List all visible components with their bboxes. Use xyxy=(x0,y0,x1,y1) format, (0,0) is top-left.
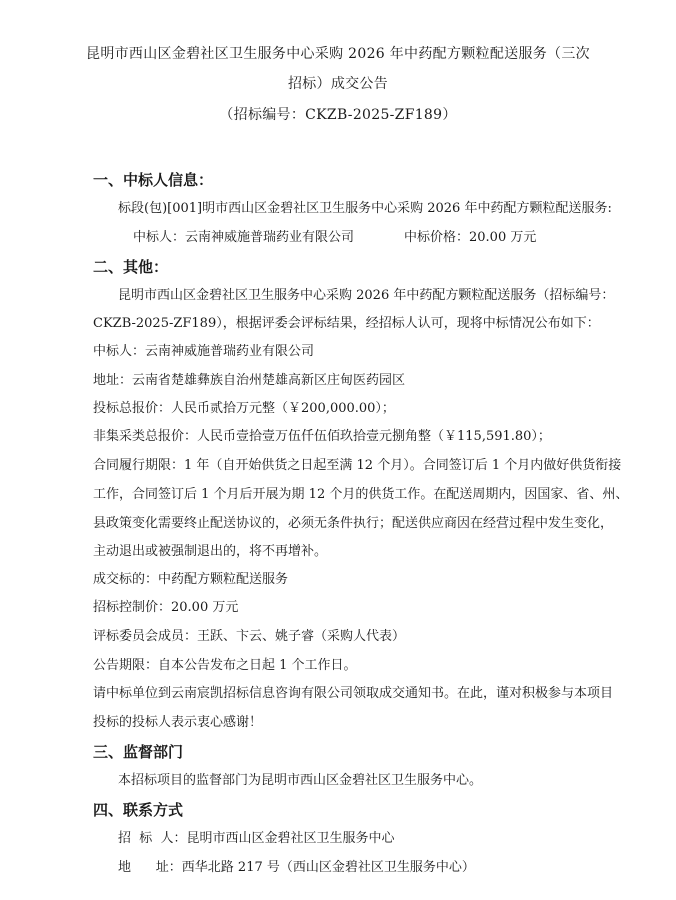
address-line: 地址：云南省楚雄彝族自治州楚雄高新区庄甸医药园区 xyxy=(93,373,406,388)
winner-line: 中标人：云南神威施普瑞药业有限公司 xyxy=(93,344,315,359)
total-bid-line: 投标总报价：人民币贰拾万元整（￥200,000.00）； xyxy=(93,401,395,416)
subject-line: 成交标的：中药配方颗粒配送服务 xyxy=(93,572,289,587)
intro-line1: 昆明市西山区金碧社区卫生服务中心采购 2026 年中药配方颗粒配送服务（招标编号： xyxy=(118,288,615,303)
section1-heading: 一、中标人信息： xyxy=(93,171,214,189)
winning-price: 中标价格：20.00 万元 xyxy=(404,230,537,245)
contact-address: 地 址：西华北路 217 号（西山区金碧社区卫生服务中心） xyxy=(118,860,475,875)
contract-period-line3: 县政策变化需要终止配送协议的，必须无条件执行；配送供应商因在经营过程中发生变化， xyxy=(93,516,614,531)
intro-line2: CKZB-2025-ZF189），根据评委会评标结果，经招标人认可，现将中标情况公布如下： xyxy=(93,316,600,331)
winner-info: 中标人：云南神威施普瑞药业有限公司 xyxy=(133,230,355,245)
section4-heading: 四、联系方式 xyxy=(93,801,184,819)
tender-code: （招标编号：CKZB-2025-ZF189） xyxy=(219,107,457,123)
contract-period-line4: 主动退出或被强制退出的，将不再增补。 xyxy=(93,544,328,559)
closing-line2: 投标的投标人表示衷心感谢！ xyxy=(93,715,263,730)
contract-period-line2: 工作，合同签订后 1 个月后开展为期 12 个月的供货工作。在配送周期内，因国家、省、州、 xyxy=(93,487,629,502)
control-price-line: 招标控制价：20.00 万元 xyxy=(93,600,239,615)
section2-heading: 二、其他： xyxy=(93,258,169,276)
notice-period-line: 公告期限：自本公告发布之日起 1 个工作日。 xyxy=(93,658,357,673)
supervision-text: 本招标项目的监督部门为昆明市西山区金碧社区卫生服务中心。 xyxy=(118,773,483,788)
non-centralized-bid-line: 非集采类总报价：人民币壹拾壹万伍仟伍佰玖拾壹元捌角整（￥115,591.80）； xyxy=(93,429,551,444)
document-title-line2: 招标）成交公告 xyxy=(287,76,389,92)
lot-line: 标段(包)[001]明市西山区金碧社区卫生服务中心采购 2026 年中药配方颗粒配送服务: xyxy=(118,201,612,216)
document-title-line1: 昆明市西山区金碧社区卫生服务中心采购 2026 年中药配方颗粒配送服务（三次 xyxy=(86,46,590,62)
section3-heading: 三、监督部门 xyxy=(93,743,184,761)
committee-line: 评标委员会成员：王跃、卞云、姚子睿（采购人代表） xyxy=(93,629,406,644)
contact-tenderer: 招 标 人：昆明市西山区金碧社区卫生服务中心 xyxy=(118,831,395,846)
closing-line1: 请中标单位到云南宸凯招标信息咨询有限公司领取成交通知书。在此，谨对积极参与本项目 xyxy=(93,686,614,701)
contract-period-line1: 合同履行期限：1 年（自开始供货之日起至满 12 个月）。合同签订后 1 个月内做好供货衔接 xyxy=(93,458,622,473)
